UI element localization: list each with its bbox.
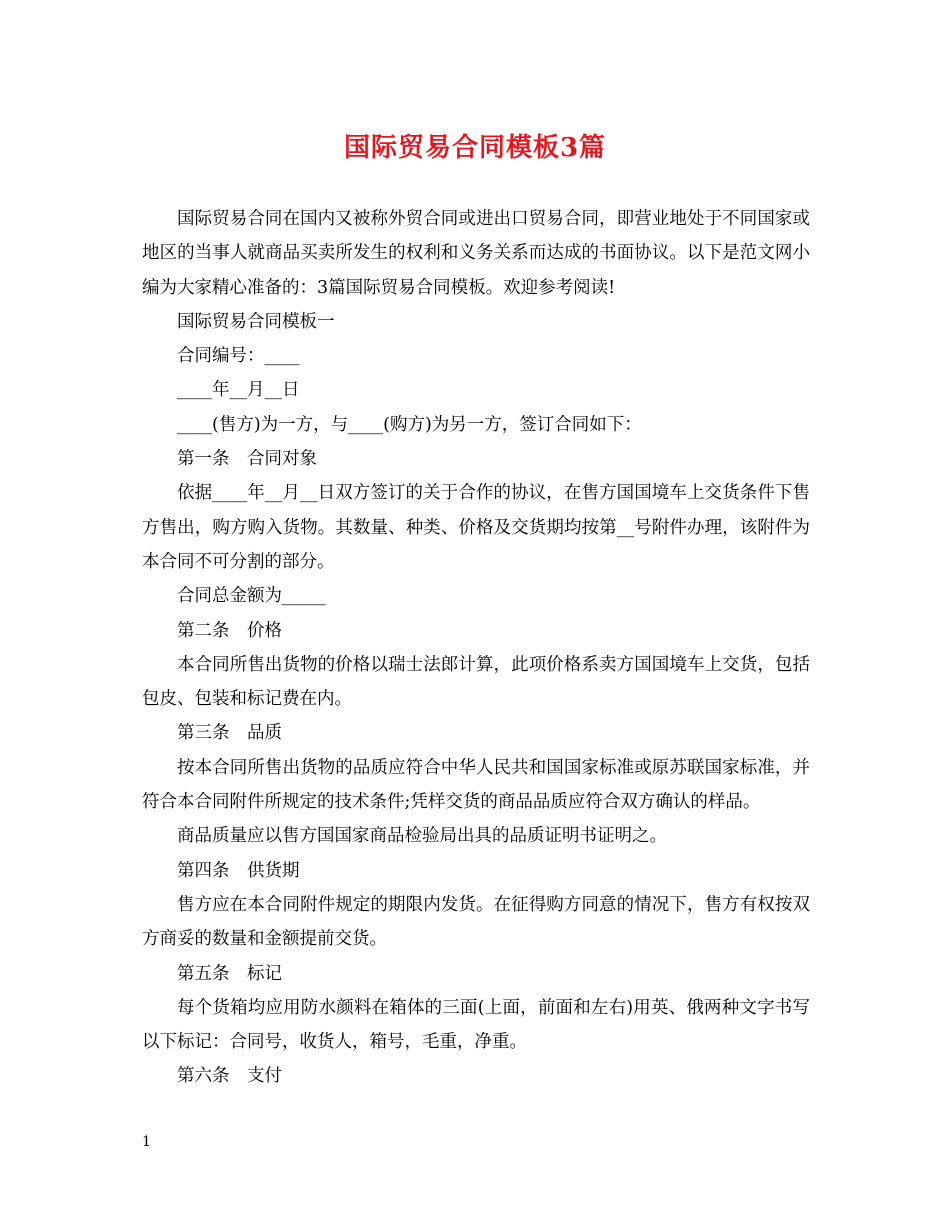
- article-3-body-2: 商品质量应以售方国国家商品检验局出具的品质证明书证明之。: [177, 826, 667, 847]
- article-3-heading: 第三条 品质: [177, 723, 282, 744]
- contract-number-line: 合同编号：____: [177, 346, 300, 367]
- article-4-heading: 第四条 供货期: [177, 860, 300, 881]
- parties-line: ____(售方)为一方，与____(购方)为另一方，签订合同如下：: [177, 414, 642, 435]
- page-number: 1: [142, 1134, 151, 1150]
- section-heading-template-one: 国际贸易合同模板一: [177, 311, 335, 332]
- total-amount-line: 合同总金额为_____: [177, 586, 326, 607]
- article-2-heading: 第二条 价格: [177, 620, 282, 641]
- article-5-body: 每个货箱均应用防水颜料在箱体的三面(上面，前面和左右)用英、俄两种文字书写以下标记：合同号，收货人，箱号，毛重，净重。: [142, 997, 810, 1053]
- article-4-body: 售方应在本合同附件规定的期限内发货。在征得购方同意的情况下，售方有权按双方商妥的数量和金额提前交货。: [142, 894, 810, 950]
- article-2-body: 本合同所售出货物的价格以瑞士法郎计算，此项价格系卖方国国境车上交货，包括包皮、包装和标记费在内。: [142, 654, 810, 710]
- contract-date-line: ____年__月__日: [177, 380, 300, 401]
- article-6-heading: 第六条 支付: [177, 1066, 282, 1087]
- article-5-heading: 第五条 标记: [177, 963, 282, 984]
- article-1-body: 依据____年__月__日双方签订的关于合作的协议，在售方国国境车上交货条件下售方售出，购方购入货物。其数量、种类、价格及交货期均按第__号附件办理，该附件为本合同不可分割的部分。: [142, 483, 810, 572]
- paragraph-intro: 国际贸易合同在国内又被称外贸合同或进出口贸易合同，即营业地处于不同国家或地区的当事人就商品买卖所发生的权利和义务关系而达成的书面协议。以下是范文网小编为大家精心准备的：3篇国际贸易合同模板。欢迎参考阅读!: [142, 209, 810, 298]
- article-3-body: 按本合同所售出货物的品质应符合中华人民共和国国家标准或原苏联国家标准，并符合本合同附件所规定的技术条件;凭样交货的商品品质应符合双方确认的样品。: [142, 757, 810, 813]
- article-1-heading: 第一条 合同对象: [177, 449, 317, 470]
- document-body: [142, 202, 810, 1094]
- document-title: 国际贸易合同模板3篇: [343, 133, 607, 163]
